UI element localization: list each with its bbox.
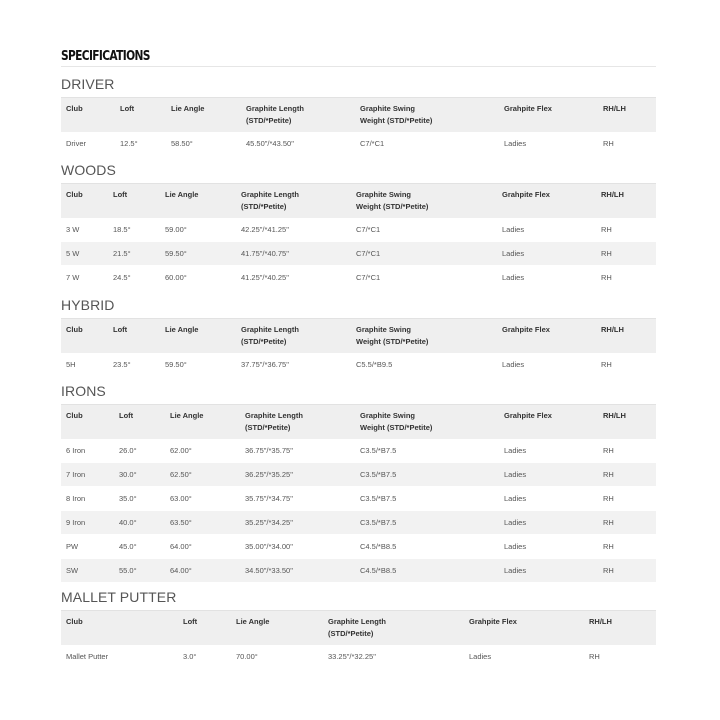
table-cell: RH (603, 542, 614, 551)
table-cell: C7/*C1 (356, 225, 381, 234)
table-cell: RH (601, 225, 612, 234)
table-cell: C7/*C1 (356, 273, 381, 282)
table-cell: Ladies (502, 249, 525, 258)
column-header: Club (66, 617, 83, 626)
table-row (61, 645, 656, 669)
table-cell: 35.00"/*34.00" (245, 542, 293, 551)
table-cell: 64.00° (170, 542, 192, 551)
table-cell: RH (603, 446, 614, 455)
table-cell: 64.00° (170, 566, 192, 575)
table-cell: RH (603, 518, 614, 527)
table-cell: RH (589, 652, 600, 661)
column-header: RH/LH (601, 325, 624, 334)
table-cell: C4.5/*B8.5 (360, 566, 397, 575)
column-header: Graphite Swing Weight (STD/*Petite) (360, 104, 433, 125)
table-cell: 34.50"/*33.50" (245, 566, 293, 575)
column-header: Grahpite Flex (504, 104, 552, 113)
section-title: IRONS (61, 383, 106, 399)
table-cell: Ladies (504, 542, 527, 551)
table-cell: 36.25"/*35.25" (245, 470, 293, 479)
table-cell: 18.5° (113, 225, 131, 234)
table-row (61, 463, 656, 487)
column-header: Graphite Length (STD/*Petite) (241, 325, 299, 346)
column-header: Loft (120, 104, 135, 113)
table-cell: 59.00° (165, 225, 187, 234)
column-header: Graphite Length (STD/*Petite) (246, 104, 304, 125)
table-header-row (61, 97, 656, 132)
table-cell: 35.0° (119, 494, 137, 503)
table-cell: C7/*C1 (360, 139, 385, 148)
column-header: RH/LH (603, 104, 626, 113)
section-title: WOODS (61, 162, 116, 178)
table-cell: 12.5° (120, 139, 138, 148)
table-cell: C3.5/*B7.5 (360, 518, 397, 527)
column-header: Club (66, 104, 83, 113)
table-cell: 59.50° (165, 249, 187, 258)
column-header: Lie Angle (236, 617, 270, 626)
column-header: Lie Angle (165, 190, 199, 199)
table-row (61, 439, 656, 463)
table-cell: 58.50° (171, 139, 193, 148)
table-cell: Ladies (504, 566, 527, 575)
column-header: Lie Angle (165, 325, 199, 334)
table-header-row (61, 610, 656, 645)
section-title: MALLET PUTTER (61, 589, 177, 605)
column-header: Graphite Length (STD/*Petite) (328, 617, 386, 638)
table-cell: 35.75"/*34.75" (245, 494, 293, 503)
table-cell: RH (603, 494, 614, 503)
section-title: DRIVER (61, 76, 115, 92)
table-cell: 62.50° (170, 470, 192, 479)
table-cell: 3.0° (183, 652, 197, 661)
column-header: Graphite Swing Weight (STD/*Petite) (356, 190, 429, 211)
table-cell: Ladies (504, 518, 527, 527)
table-row (61, 487, 656, 511)
table-header-row (61, 404, 656, 439)
column-header: Loft (113, 325, 128, 334)
table-row (61, 559, 656, 583)
table-cell: Mallet Putter (66, 652, 109, 661)
table-cell: 24.5° (113, 273, 131, 282)
table-cell: 36.75"/*35.75" (245, 446, 293, 455)
table-cell: Ladies (502, 273, 525, 282)
table-cell: RH (601, 273, 612, 282)
table-cell: Ladies (469, 652, 492, 661)
table-cell: 42.25"/*41.25" (241, 225, 289, 234)
table-row (61, 353, 656, 377)
table-row (61, 218, 656, 242)
column-header: RH/LH (603, 411, 626, 420)
table-cell: 70.00° (236, 652, 258, 661)
spec-table (61, 97, 656, 156)
table-cell: C5.5/*B9.5 (356, 360, 393, 369)
table-cell: 59.50° (165, 360, 187, 369)
table-header-row (61, 318, 656, 353)
column-header: Grahpite Flex (502, 325, 550, 334)
table-header-row (61, 183, 656, 218)
column-header: RH/LH (601, 190, 624, 199)
page-title: SPECIFICATIONS (61, 49, 150, 64)
table-cell: RH (603, 139, 614, 148)
table-cell: 45.50"/*43.50" (246, 139, 294, 148)
column-header: Club (66, 411, 83, 420)
table-cell: 7 W (66, 273, 80, 282)
table-cell: Ladies (504, 139, 527, 148)
table-cell: Ladies (502, 225, 525, 234)
table-cell: C3.5/*B7.5 (360, 494, 397, 503)
table-cell: 30.0° (119, 470, 137, 479)
column-header: RH/LH (589, 617, 612, 626)
table-cell: 6 Iron (66, 446, 86, 455)
table-cell: RH (603, 566, 614, 575)
column-header: Loft (113, 190, 128, 199)
table-cell: Driver (66, 139, 86, 148)
table-cell: RH (603, 470, 614, 479)
table-cell: 9 Iron (66, 518, 86, 527)
table-cell: 62.00° (170, 446, 192, 455)
table-cell: 45.0° (119, 542, 137, 551)
column-header: Grahpite Flex (502, 190, 550, 199)
table-cell: 8 Iron (66, 494, 86, 503)
table-row (61, 132, 656, 156)
column-header: Lie Angle (170, 411, 204, 420)
table-cell: Ladies (504, 494, 527, 503)
table-cell: 55.0° (119, 566, 137, 575)
table-cell: RH (601, 249, 612, 258)
table-cell: 63.00° (170, 494, 192, 503)
column-header: Graphite Length (STD/*Petite) (245, 411, 303, 432)
table-cell: 21.5° (113, 249, 131, 258)
column-header: Grahpite Flex (504, 411, 552, 420)
table-cell: 41.25"/*40.25" (241, 273, 289, 282)
column-header: Graphite Swing Weight (STD/*Petite) (360, 411, 433, 432)
table-cell: SW (66, 566, 79, 575)
column-header: Club (66, 325, 83, 334)
table-row (61, 511, 656, 535)
spec-table (61, 404, 656, 583)
column-header: Graphite Length (STD/*Petite) (241, 190, 299, 211)
table-cell: Ladies (504, 470, 527, 479)
table-cell: C3.5/*B7.5 (360, 446, 397, 455)
table-cell: 40.0° (119, 518, 137, 527)
table-cell: 3 W (66, 225, 80, 234)
table-row (61, 242, 656, 266)
title-divider (61, 66, 656, 67)
spec-table (61, 318, 656, 377)
column-header: Loft (119, 411, 134, 420)
table-cell: 7 Iron (66, 470, 86, 479)
table-cell: 5 W (66, 249, 80, 258)
section-title: HYBRID (61, 297, 115, 313)
column-header: Graphite Swing Weight (STD/*Petite) (356, 325, 429, 346)
table-cell: 35.25"/*34.25" (245, 518, 293, 527)
table-row (61, 535, 656, 559)
spec-table (61, 610, 656, 669)
table-cell: 5H (66, 360, 76, 369)
column-header: Loft (183, 617, 198, 626)
table-cell: 23.5° (113, 360, 131, 369)
column-header: Grahpite Flex (469, 617, 517, 626)
column-header: Club (66, 190, 83, 199)
table-cell: Ladies (502, 360, 525, 369)
table-cell: C4.5/*B8.5 (360, 542, 397, 551)
table-cell: 41.75"/*40.75" (241, 249, 289, 258)
spec-table (61, 183, 656, 290)
table-cell: 37.75"/*36.75" (241, 360, 289, 369)
table-cell: C3.5/*B7.5 (360, 470, 397, 479)
table-cell: 63.50° (170, 518, 192, 527)
table-cell: 26.0° (119, 446, 137, 455)
table-cell: 60.00° (165, 273, 187, 282)
table-cell: Ladies (504, 446, 527, 455)
table-row (61, 266, 656, 290)
column-header: Lie Angle (171, 104, 205, 113)
table-cell: PW (66, 542, 79, 551)
table-cell: RH (601, 360, 612, 369)
table-cell: 33.25"/*32.25" (328, 652, 376, 661)
table-cell: C7/*C1 (356, 249, 381, 258)
